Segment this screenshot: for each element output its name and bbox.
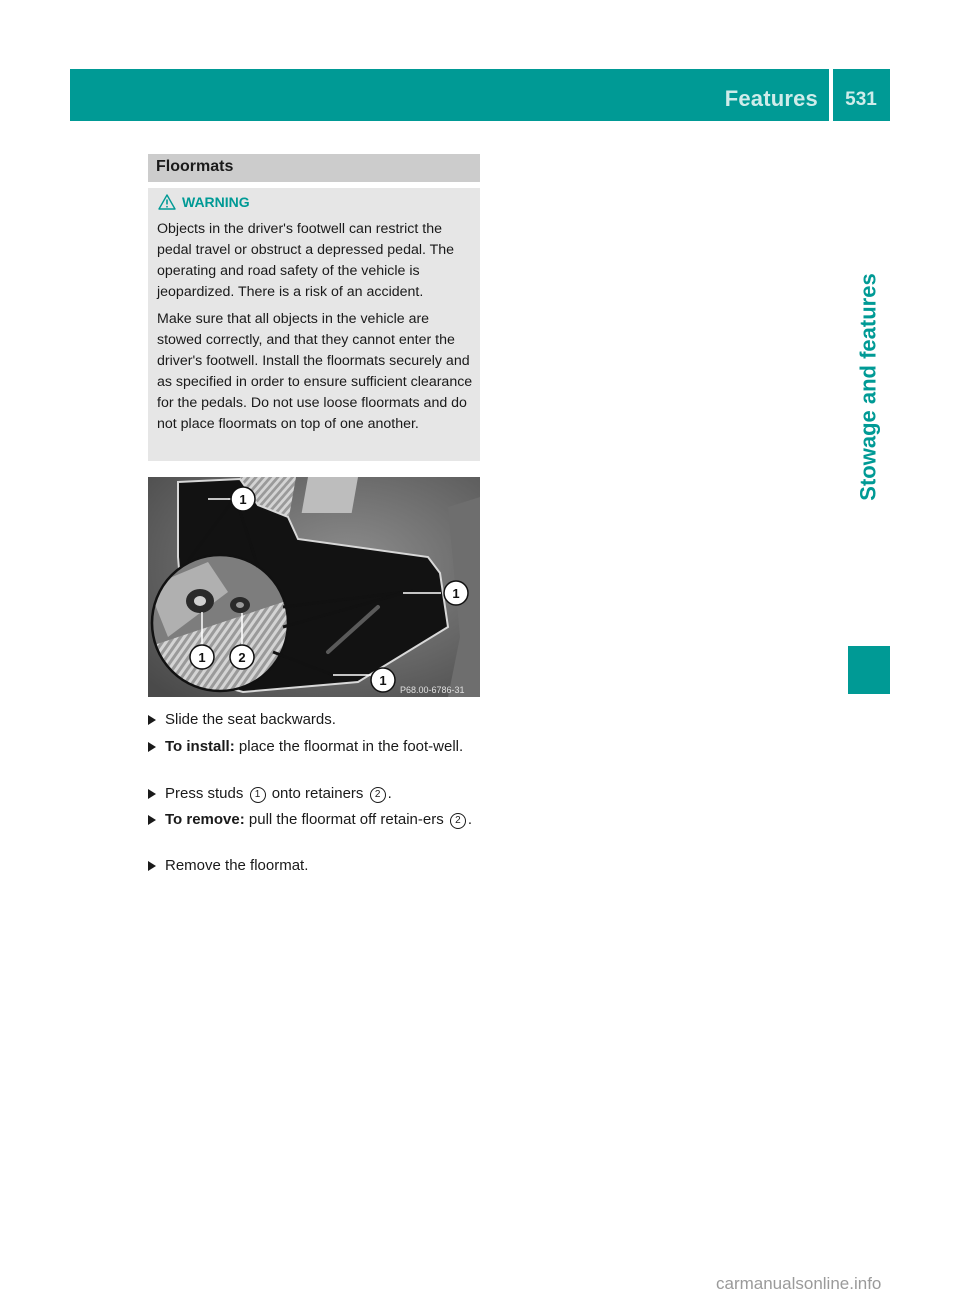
step-3-text-b: onto retainers <box>267 785 368 802</box>
side-tab-label: Stowage and features <box>856 273 882 501</box>
step-arrow-icon <box>148 789 156 799</box>
callout-1-bottom <box>371 668 395 692</box>
step-arrow-icon <box>148 815 156 825</box>
step-arrow-icon <box>148 715 156 725</box>
side-tab[interactable] <box>848 135 890 639</box>
warning-paragraph-1: Objects in the driver's footwell can restrict the pedal travel or obstruct a depressed pedal. The operating and road safety of the vehicle is jeopardized. There is a risk of an accident. <box>157 221 455 300</box>
step-4-text-b: . <box>467 811 473 828</box>
svg-text:2: 2 <box>238 650 246 665</box>
ref-badge-2: 2 <box>370 787 386 803</box>
chapter-title: Features <box>724 86 818 111</box>
step-arrow-icon <box>148 861 156 871</box>
callout-1-zoom <box>190 645 214 669</box>
ref-badge-2: 2 <box>450 813 466 829</box>
svg-text:1: 1 <box>452 586 460 601</box>
callout-2-zoom <box>230 645 254 669</box>
step-4-label: To remove: <box>165 811 245 828</box>
section-title: Floormats <box>156 158 234 175</box>
step-3-text-a: Press studs <box>165 785 248 802</box>
step-arrow-icon <box>148 742 156 752</box>
floormat-illustration <box>148 477 480 697</box>
warning-title: WARNING <box>182 194 250 210</box>
watermark[interactable]: carmanualsonline.info <box>716 1274 882 1293</box>
figure-code: P68.00-6786-31 <box>400 685 465 695</box>
section-heading <box>148 154 480 182</box>
side-tab-marker <box>848 646 890 694</box>
step-1-text: Slide the seat backwards. <box>165 711 336 728</box>
header-divider <box>829 69 833 121</box>
svg-text:1: 1 <box>379 673 387 688</box>
callout-1-top <box>231 487 255 511</box>
warning-paragraph-2: Make sure that all objects in the vehicle are stowed correctly, and that they cannot enter the driver's footwell. Install the floormats securely and as specified in order to ensure sufficient clearance for the pedals. Do not use loose floormats and do not place floormats on top of one another. <box>157 311 473 432</box>
step-5-text: Remove the floormat. <box>165 857 309 874</box>
callout-1-right <box>444 581 468 605</box>
ref-badge-1: 1 <box>250 787 266 803</box>
step-4-text-a: pull the floormat off retain-ers <box>244 811 448 828</box>
warning-triangle-icon <box>158 194 176 210</box>
step-2-text: place the floormat in the foot-well. <box>234 738 464 755</box>
floormat-figure <box>148 477 480 697</box>
svg-text:1: 1 <box>239 492 247 507</box>
step-3-text-c: . <box>387 785 392 802</box>
page-number: 531 <box>845 89 877 110</box>
step-2-label: To install: <box>165 738 235 755</box>
warning-title-row <box>158 194 250 210</box>
svg-text:1: 1 <box>198 650 206 665</box>
